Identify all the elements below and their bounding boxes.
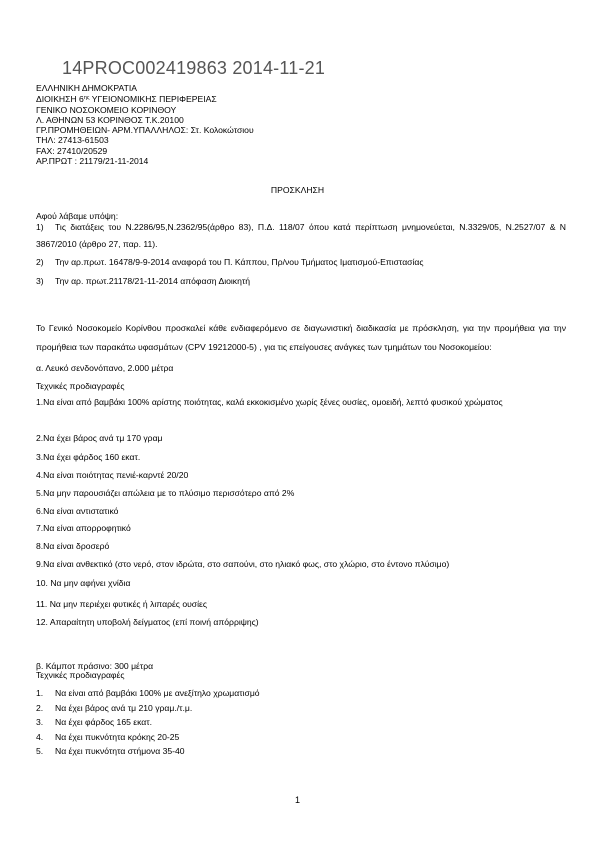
item-a-spec: 7.Να είναι απορροφητικό xyxy=(36,523,131,533)
item-a-spec: 8.Να είναι δροσερό xyxy=(36,541,110,551)
item-a-spec: 4.Να είναι ποιότητας πενιέ-καρντέ 20/20 xyxy=(36,470,189,480)
item-a-specs-label: Τεχνικές προδιαγραφές xyxy=(36,381,125,391)
letterhead xyxy=(36,83,254,166)
item-a-spec: 3.Να έχει φάρδος 160 εκατ. xyxy=(36,452,141,462)
invitation-paragraph: Το Γενικό Νοσοκομείο Κορίνθου προσκαλεί κάθε ενδιαφερόμενο σε διαγωνιστική διαδικασία με πρόσκληση, για την προμήθεια για την προμήθεια των παρακάτω υφασμάτων (CPV 19212000-5) , για τις επείγουσες ανάγκες των τμημάτων του Νοσοκομείου: xyxy=(36,323,566,352)
considering-intro: Αφού λάβαμε υπόψη: xyxy=(36,211,119,221)
item-a-spec: 10. Να μην αφήνει χνίδια xyxy=(36,578,131,588)
item-b-heading: β. Κάμποτ πράσινο: 300 μέτρα xyxy=(36,661,154,671)
header-line: ΓΕΝΙΚΟ ΝΟΣΟΚΟΜΕΙΟ ΚΟΡΙΝΘΟΥ xyxy=(36,104,177,115)
header-line: Λ. ΑΘΗΝΩΝ 53 ΚΟΡΙΝΘΟΣ Τ.Κ.20100 xyxy=(36,114,184,125)
item-a-spec: 6.Να είναι αντιστατικό xyxy=(36,506,119,516)
header-line: ΤΗΛ: 27413-61503 xyxy=(36,135,109,146)
header-line: FAX: 27410/20529 xyxy=(36,145,108,156)
item-b-spec: 5. Να έχει πυκνότητα στήμονα 35-40 xyxy=(36,746,185,756)
item-a-spec: 1.Να είναι από βαμβάκι 100% αρίστης ποιότητας, καλά εκκοκισμένο χωρίς ξένες ουσίες, ομοειδή, λεπτό φυσικού χρώματος xyxy=(36,397,503,407)
header-line: ΓΡ.ΠΡΟΜΗΘΕΙΩΝ- ΑΡΜ.ΥΠΑΛΛΗΛΟΣ: Στ. Κολοκώτσιου xyxy=(36,125,254,136)
document-title: ΠΡΟΣΚΛΗΣΗ xyxy=(270,185,325,195)
item-a-spec: 11. Να μην περιέχει φυτικές ή λιπαρές ουσίες xyxy=(36,599,207,609)
item-b-specs-label: Τεχνικές προδιαγραφές xyxy=(36,670,125,680)
item-a-spec: 9.Να είναι ανθεκτικό (στο νερό, στον ιδρώτα, στο σαπούνι, στο ηλιακό φως, στο χλώριο, στο έντονο πλύσιμο) xyxy=(36,559,450,569)
item-b-spec: 4. Να έχει πυκνότητα κρόκης 20-25 xyxy=(36,732,180,742)
item-b-spec: 3. Να έχει φάρδος 165 εκατ. xyxy=(36,717,153,727)
considering-item: 1) Τις διατάξεις του Ν.2286/95,Ν.2362/95(άρθρο 83), Π.Δ. 118/07 όπου κατά περίπτωση μνημονεύεται, Ν.3329/05, Ν.2527/07 & Ν 3867/2010 (άρθρο 27, παρ. 11). xyxy=(36,222,566,249)
header-line: ΕΛΛΗΝΙΚΗ ΔΗΜΟΚΡΑΤΙΑ xyxy=(36,83,137,93)
header-line-diikisi: ΔΙΟΙΚΗΣΗ $6^{\eta\varsigma}$ ΥΓΕΙΟΝΟΜΙΚΗΣ ΠΕΡΙΦΕΡΕΙΑΣ xyxy=(36,94,217,105)
page-number: 1 xyxy=(294,795,300,805)
item-b-spec: 2. Να έχει βάρος ανά τμ 210 γραμ./τ.μ. xyxy=(36,703,193,713)
document-id: 14PROC002419863 2014-11-21 xyxy=(62,58,326,78)
item-a-spec: 12. Απαραίτητη υποβολή δείγματος (επί ποινή απόρριψης) xyxy=(36,617,259,627)
item-a-spec: 5.Να μην παρουσιάζει απώλεια με το πλύσιμο περισσότερο από 2% xyxy=(36,488,295,498)
header-line: ΑΡ.ΠΡΩΤ : 21179/21-11-2014 xyxy=(36,156,149,167)
considering-item: 2) Την αρ.πρωτ. 16478/9-9-2014 αναφορά του Π. Κάππου, Πρ/νου Τμήματος Ιματισμού-Επιστασίας xyxy=(36,257,424,267)
item-a-heading: α. Λευκό σενδονόπανο, 2.000 μέτρα xyxy=(36,363,174,373)
considering-item: 3) Την αρ. πρωτ.21178/21-11-2014 απόφαση Διοικητή xyxy=(36,276,251,286)
item-a-spec: 2.Να έχει βάρος ανά τμ 170 γραμ xyxy=(36,433,163,443)
item-b-spec: 1. Να είναι από βαμβάκι 100% με ανεξίτηλο χρωματισμό xyxy=(36,688,260,698)
